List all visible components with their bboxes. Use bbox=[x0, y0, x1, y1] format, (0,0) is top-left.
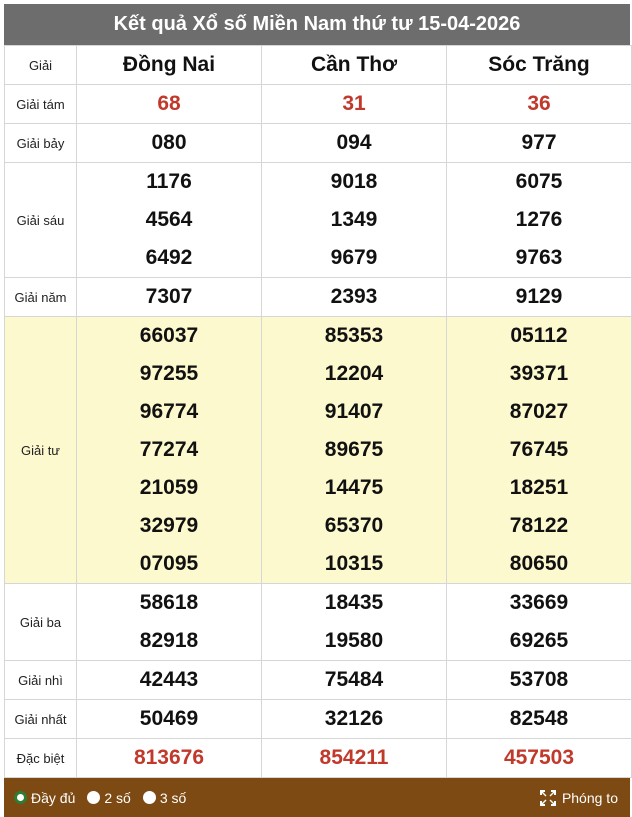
prize-number: 080 bbox=[151, 131, 187, 154]
prize-number: 9679 bbox=[330, 246, 378, 269]
zoom-label: Phóng to bbox=[561, 789, 618, 806]
prize-number: 21059 bbox=[139, 476, 199, 499]
province-name: Sóc Trăng bbox=[447, 46, 632, 85]
prize-cell bbox=[77, 584, 262, 661]
prize-number: 2393 bbox=[330, 285, 378, 308]
prize-label: Giải nhất bbox=[5, 700, 77, 739]
prize-number: 80650 bbox=[509, 552, 569, 575]
prize-row bbox=[5, 700, 632, 739]
radio-circle-icon bbox=[87, 791, 100, 804]
prize-number: 14475 bbox=[324, 476, 384, 499]
prize-cell bbox=[77, 317, 262, 584]
radio-label: 2 số bbox=[104, 789, 131, 806]
prize-number: 813676 bbox=[133, 746, 205, 769]
prize-number: 4564 bbox=[145, 208, 193, 231]
prize-number: 58618 bbox=[139, 591, 199, 614]
display-option-radio[interactable] bbox=[143, 790, 186, 806]
zoom-button[interactable] bbox=[540, 790, 618, 806]
prize-number: 12204 bbox=[324, 362, 384, 385]
prize-label: Giải bảy bbox=[5, 124, 77, 163]
prize-number: 33669 bbox=[509, 591, 569, 614]
header-label: Giải bbox=[5, 46, 77, 85]
prize-number: 50469 bbox=[139, 707, 199, 730]
prize-cell bbox=[447, 317, 632, 584]
prize-number: 10315 bbox=[324, 552, 384, 575]
prize-cell bbox=[77, 85, 262, 124]
header-row bbox=[5, 46, 632, 85]
page-title: Kết quả Xổ số Miền Nam thứ tư 15-04-2026 bbox=[4, 4, 630, 45]
prize-number: 53708 bbox=[509, 668, 569, 691]
prize-label: Giải năm bbox=[5, 278, 77, 317]
prize-cell bbox=[77, 124, 262, 163]
prize-cell bbox=[447, 163, 632, 278]
footer-bar bbox=[4, 778, 630, 817]
display-options bbox=[14, 790, 192, 806]
prize-number: 82548 bbox=[509, 707, 569, 730]
prize-number: 77274 bbox=[139, 438, 199, 461]
prize-cell bbox=[77, 278, 262, 317]
prize-number: 9018 bbox=[330, 170, 378, 193]
prize-label: Giải tám bbox=[5, 85, 77, 124]
prize-row bbox=[5, 661, 632, 700]
prize-number: 977 bbox=[521, 131, 557, 154]
prize-number: 87027 bbox=[509, 400, 569, 423]
prize-number: 91407 bbox=[324, 400, 384, 423]
prize-number: 19580 bbox=[324, 629, 384, 652]
prize-cell bbox=[262, 85, 447, 124]
prize-cell bbox=[262, 739, 447, 778]
prize-cell bbox=[447, 124, 632, 163]
prize-number: 05112 bbox=[510, 324, 568, 347]
prize-number: 32979 bbox=[139, 514, 199, 537]
prize-cell bbox=[447, 739, 632, 778]
prize-cell bbox=[262, 163, 447, 278]
prize-number: 854211 bbox=[319, 746, 389, 769]
prize-number: 6075 bbox=[515, 170, 563, 193]
prize-label: Giải nhì bbox=[5, 661, 77, 700]
prize-number: 66037 bbox=[139, 324, 199, 347]
prize-number: 457503 bbox=[503, 746, 575, 769]
province-name: Đồng Nai bbox=[77, 46, 262, 85]
prize-row bbox=[5, 85, 632, 124]
prize-label: Đặc biệt bbox=[5, 739, 77, 778]
results-panel bbox=[4, 4, 630, 817]
prize-number: 78122 bbox=[509, 514, 569, 537]
radio-label: Đầy đủ bbox=[31, 789, 76, 806]
expand-icon bbox=[540, 790, 556, 806]
radio-label: 3 số bbox=[159, 789, 187, 806]
prize-row bbox=[5, 124, 632, 163]
prize-cell bbox=[262, 124, 447, 163]
prize-number: 18251 bbox=[509, 476, 569, 499]
prize-cell bbox=[262, 700, 447, 739]
prize-number: 7307 bbox=[145, 285, 193, 308]
prize-number: 18435 bbox=[324, 591, 384, 614]
prize-cell bbox=[262, 278, 447, 317]
prize-number: 9129 bbox=[515, 285, 563, 308]
prize-number: 76745 bbox=[509, 438, 569, 461]
province-name: Cần Thơ bbox=[262, 46, 447, 85]
prize-cell bbox=[77, 661, 262, 700]
prize-number: 42443 bbox=[139, 668, 199, 691]
prize-number: 82918 bbox=[139, 629, 199, 652]
prize-number: 96774 bbox=[139, 400, 199, 423]
prize-number: 36 bbox=[527, 92, 551, 115]
prize-number: 68 bbox=[157, 92, 181, 115]
prize-number: 6492 bbox=[145, 246, 193, 269]
radio-circle-icon bbox=[14, 791, 27, 804]
prize-number: 75484 bbox=[324, 668, 384, 691]
prize-number: 39371 bbox=[509, 362, 569, 385]
prize-number: 32126 bbox=[324, 707, 384, 730]
prize-cell bbox=[447, 700, 632, 739]
prize-cell bbox=[447, 661, 632, 700]
prize-row bbox=[5, 163, 632, 278]
prize-cell bbox=[77, 700, 262, 739]
prize-cell bbox=[262, 584, 447, 661]
prize-cell bbox=[447, 85, 632, 124]
display-option-radio[interactable] bbox=[87, 790, 130, 806]
prize-cell bbox=[77, 739, 262, 778]
display-option-radio[interactable] bbox=[14, 790, 75, 806]
prize-number: 07095 bbox=[139, 552, 199, 575]
results-table bbox=[4, 45, 632, 778]
prize-cell bbox=[262, 661, 447, 700]
prize-row bbox=[5, 739, 632, 778]
prize-number: 31 bbox=[342, 92, 366, 115]
radio-circle-icon bbox=[143, 791, 156, 804]
prize-number: 1349 bbox=[330, 208, 378, 231]
prize-cell bbox=[447, 584, 632, 661]
prize-number: 1176 bbox=[146, 170, 192, 193]
prize-cell bbox=[262, 317, 447, 584]
prize-cell bbox=[77, 163, 262, 278]
prize-label: Giải tư bbox=[5, 317, 77, 584]
prize-number: 65370 bbox=[324, 514, 384, 537]
prize-label: Giải sáu bbox=[5, 163, 77, 278]
prize-number: 1276 bbox=[515, 208, 563, 231]
prize-cell bbox=[447, 278, 632, 317]
prize-number: 9763 bbox=[515, 246, 563, 269]
prize-number: 094 bbox=[336, 131, 372, 154]
prize-number: 69265 bbox=[509, 629, 569, 652]
prize-label: Giải ba bbox=[5, 584, 77, 661]
prize-number: 85353 bbox=[324, 324, 384, 347]
prize-row bbox=[5, 278, 632, 317]
prize-row bbox=[5, 584, 632, 661]
prize-number: 97255 bbox=[139, 362, 199, 385]
prize-row bbox=[5, 317, 632, 584]
prize-number: 89675 bbox=[324, 438, 384, 461]
